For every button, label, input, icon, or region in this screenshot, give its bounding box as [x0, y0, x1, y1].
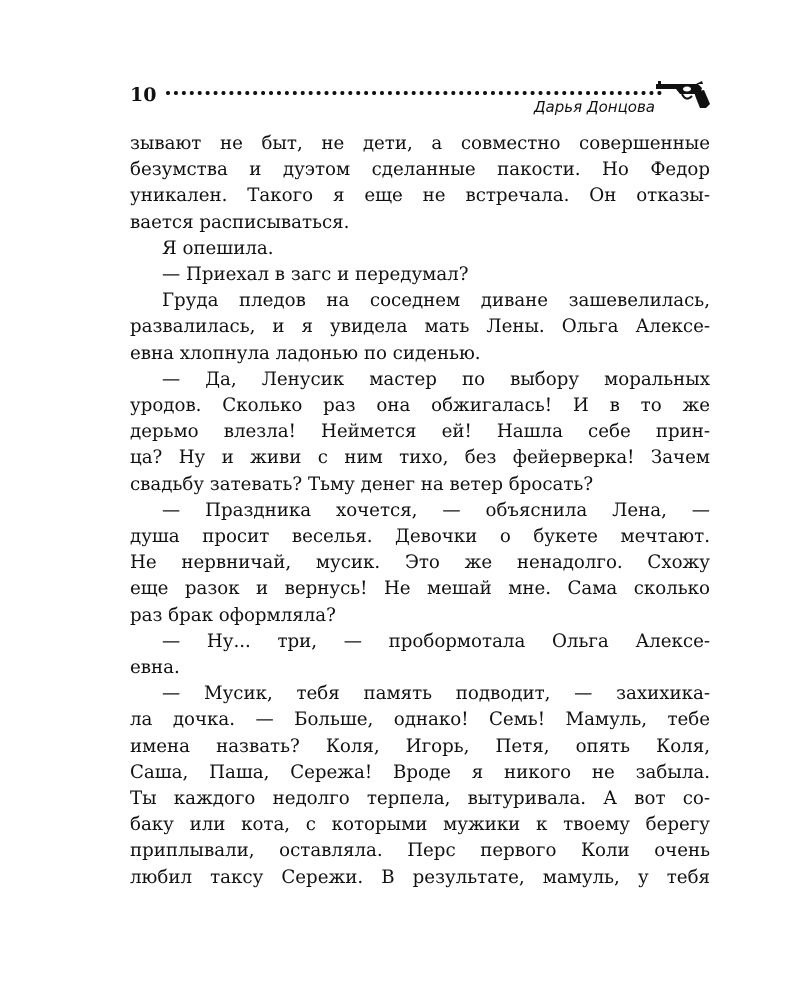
text-line: Саша, Паша, Сережа! Вроде я никого не забыла.: [130, 761, 710, 783]
text-line: душа просит веселья. Девочки о букете мечтают.: [130, 526, 710, 548]
text-line: вается расписываться.: [130, 211, 350, 233]
text-line: — Приехал в загс и передумал?: [162, 264, 469, 286]
text-line: развалилась, и я увидела мать Лены. Ольга Алексе-: [130, 316, 710, 338]
running-header: [130, 78, 710, 118]
text-line: безумства и дуэтом сделанные пакости. Но Федор: [130, 159, 710, 181]
text-line: ла дочка. — Больше, однако! Семь! Мамуль, тебе: [130, 709, 710, 731]
text-line: приплывали, оставляла. Перс первого Коли очень: [130, 840, 710, 862]
text-line: Ты каждого недолго терпела, вытуривала. А вот со-: [130, 788, 710, 810]
text-line: зывают не быт, не дети, а совместно совершенные: [130, 133, 710, 154]
text-line: Я опешила.: [162, 237, 274, 259]
text-line: ца? Ну и живи с ним тихо, без фейерверка! Зачем: [130, 447, 710, 469]
text-line: дерьмо влезла! Неймется ей! Нашла себе прин-: [130, 421, 710, 443]
author-name: Дарья Донцова: [533, 98, 655, 116]
text-line: баку или кота, с которыми мужики к твоему берегу: [130, 814, 710, 836]
text-line: имена назвать? Коля, Игорь, Петя, опять Коля,: [130, 735, 710, 757]
text-line: раз брак оформляла?: [130, 604, 336, 626]
revolver-icon: [656, 80, 710, 110]
text-line: Груда пледов на соседнем диване зашевелилась,: [162, 290, 710, 312]
body-text: [130, 131, 710, 891]
text-line: Не нервничай, мусик. Это же ненадолго. Схожу: [130, 552, 710, 574]
dotted-leader: [166, 91, 662, 95]
text-line: — Праздника хочется, — объяснила Лена, —: [162, 499, 710, 521]
text-line: — Мусик, тебя память подводит, — захихика-: [162, 683, 710, 705]
text-line: уродов. Сколько раз она обжигалась! И в то же: [130, 395, 710, 417]
text-line: — Ну... три, — пробормотала Ольга Алексе-: [162, 630, 710, 652]
page-number: 10: [130, 84, 157, 106]
text-line: уникален. Такого я еще не встречала. Он отказы-: [130, 185, 710, 207]
text-line: еще разок и вернусь! Не мешай мне. Сама сколько: [130, 578, 710, 600]
text-line: евна.: [130, 657, 180, 679]
text-line: — Да, Ленусик мастер по выбору моральных: [162, 368, 710, 390]
text-line: любил таксу Сережи. В результате, мамуль, у тебя: [130, 866, 710, 888]
text-line: евна хлопнула ладонью по сиденью.: [130, 342, 481, 364]
text-line: свадьбу затевать? Тьму денег на ветер бросать?: [130, 473, 594, 495]
